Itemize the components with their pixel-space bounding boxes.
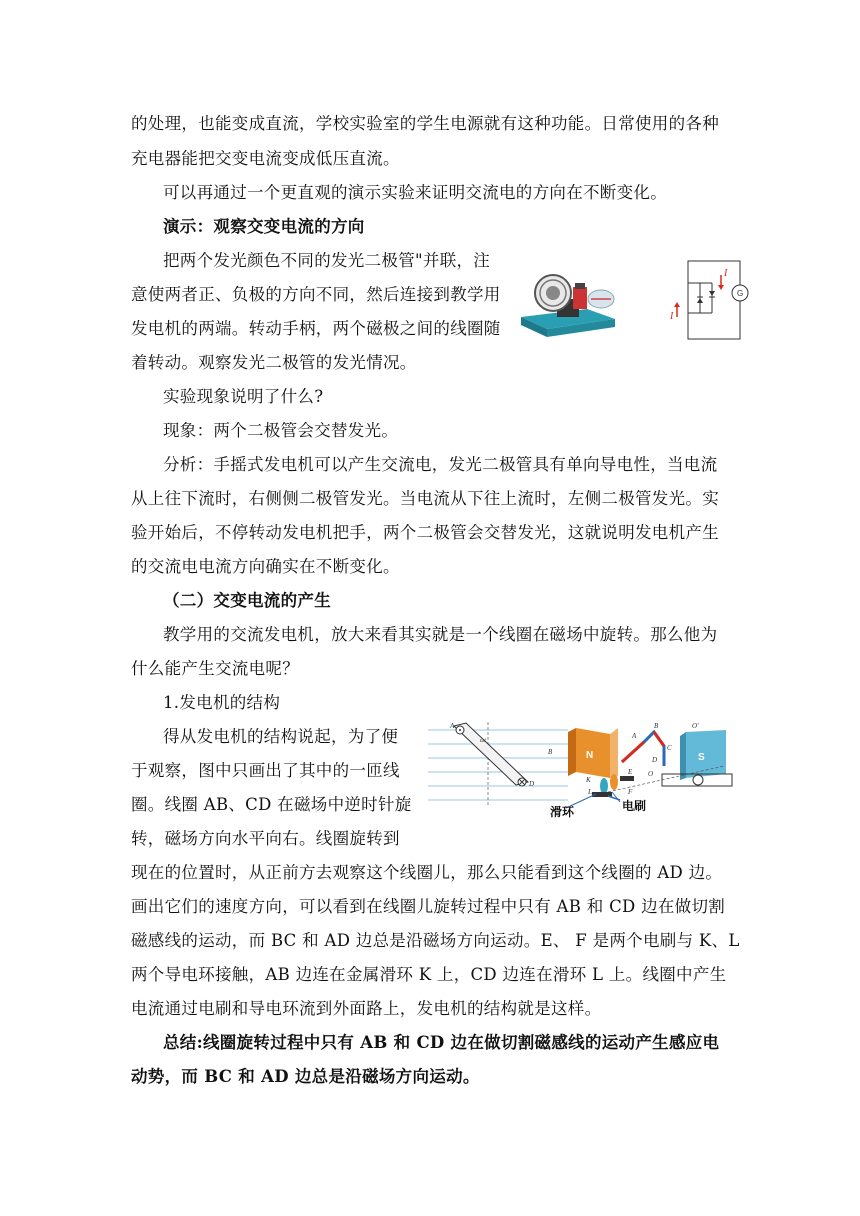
- summary-line: 动势，而 BC 和 AD 边总是沿磁场方向运动。: [131, 1067, 480, 1086]
- paragraph-line: 现象：两个二极管会交替发光。: [163, 421, 399, 440]
- current-label-top: I: [724, 268, 728, 279]
- field-b-label: B: [548, 748, 553, 756]
- paragraph-line: 电流通过电刷和导电环流到外面路上，发电机的结构就是这样。: [131, 999, 602, 1018]
- magnet-n-label: N: [586, 750, 594, 761]
- paragraph-line: 从上往下流时，右侧侧二极管发光。当电流从下往上流时，左侧二极管发光。实: [131, 489, 719, 508]
- brush-f-label: F: [628, 788, 633, 796]
- ring-k-label: K: [586, 776, 591, 784]
- subsection-heading: 1.发电机的结构: [163, 693, 281, 712]
- paragraph-line: 圈。线圈 AB、CD 在磁场中逆时针旋: [131, 795, 412, 814]
- point-d-label: D: [529, 780, 535, 788]
- ring-l-label: L: [588, 788, 592, 796]
- point-o-prime-label: O': [692, 722, 699, 730]
- point-a-label: A: [632, 732, 637, 740]
- paragraph-line: 充电器能把交变电流变成低压直流。: [131, 149, 400, 168]
- paragraph-line: 转，磁场方向水平向右。线圈旋转到: [131, 829, 400, 848]
- paragraph-line: 得从发电机的结构说起，为了便: [163, 727, 399, 746]
- brush-e-label: E: [628, 768, 633, 776]
- led-circuit-diagram: [667, 255, 769, 345]
- paragraph-line: 把两个发光颜色不同的发光二极管"并联，注: [163, 251, 491, 270]
- paragraph-line: 的处理，也能变成直流，学校实验室的学生电源就有这种功能。日常使用的各种: [131, 114, 719, 133]
- paragraph-line: 现在的位置时，从正前方去观察这个线圈儿，那么只能看到这个线圈的 AD 边。: [131, 863, 723, 882]
- paragraph-line: 发电机的两端。转动手柄，两个磁极之间的线圈随: [131, 319, 501, 338]
- current-label-left: I: [670, 311, 674, 322]
- point-b-label: B: [654, 722, 659, 730]
- paragraph-line: 于观察，图中只画出了其中的一匝线: [131, 761, 400, 780]
- paragraph-line: 什么能产生交流电呢？: [131, 659, 299, 678]
- brush-label: 电刷: [622, 799, 647, 813]
- magnet-s-label: S: [698, 752, 705, 763]
- angle-label: ωt: [480, 738, 486, 744]
- paragraph-line: 磁感线的运动，而 BC 和 AD 边总是沿磁场方向运动。E、 F 是两个电刷与 K、L: [131, 931, 740, 950]
- point-o-label: O: [648, 770, 654, 778]
- paragraph-line: 可以再通过一个更直观的演示实验来证明交流电的方向在不断变化。: [163, 183, 667, 202]
- section-heading: （二）交变电流的产生: [163, 591, 331, 610]
- paragraph-line: 画出它们的速度方向，可以看到在线圈儿旋转过程中只有 AB 和 CD 边在做切割: [131, 897, 726, 916]
- paragraph-line: 验开始后，不停转动发电机把手，两个二极管会交替发光，这就说明发电机产生: [131, 523, 719, 542]
- summary-line: 总结:线圈旋转过程中只有 AB 和 CD 边在做切割磁感线的运动产生感应电: [163, 1033, 720, 1052]
- paragraph-line: 着转动。观察发光二极管的发光情况。: [131, 353, 417, 372]
- paragraph-line: 分析：手摇式发电机可以产生交流电，发光二极管具有单向导电性，当电流: [163, 455, 718, 474]
- section-heading: 演示：观察交变电流的方向: [163, 217, 365, 236]
- slip-ring-label: 滑环: [550, 805, 575, 819]
- generator-photo: [517, 265, 619, 339]
- generator-structure-diagram: [548, 716, 738, 822]
- paragraph-line: 的交流电电流方向确实在不断变化。: [131, 557, 400, 576]
- paragraph-line: 教学用的交流发电机，放大来看其实就是一个线圈在磁场中旋转。那么他为: [163, 625, 718, 644]
- point-d-label: D: [652, 756, 658, 764]
- point-c-label: C: [667, 744, 672, 752]
- paragraph-line: 实验现象说明了什么?: [163, 387, 324, 406]
- paragraph-line: 意使两者正、负极的方向不同，然后连接到教学用: [131, 285, 501, 304]
- galvanometer-label: G: [737, 289, 744, 298]
- paragraph-line: 两个导电环接触，AB 边连在金属滑环 K 上，CD 边连在滑环 L 上。线圈中产生: [131, 965, 727, 984]
- point-a-label: A: [450, 722, 455, 730]
